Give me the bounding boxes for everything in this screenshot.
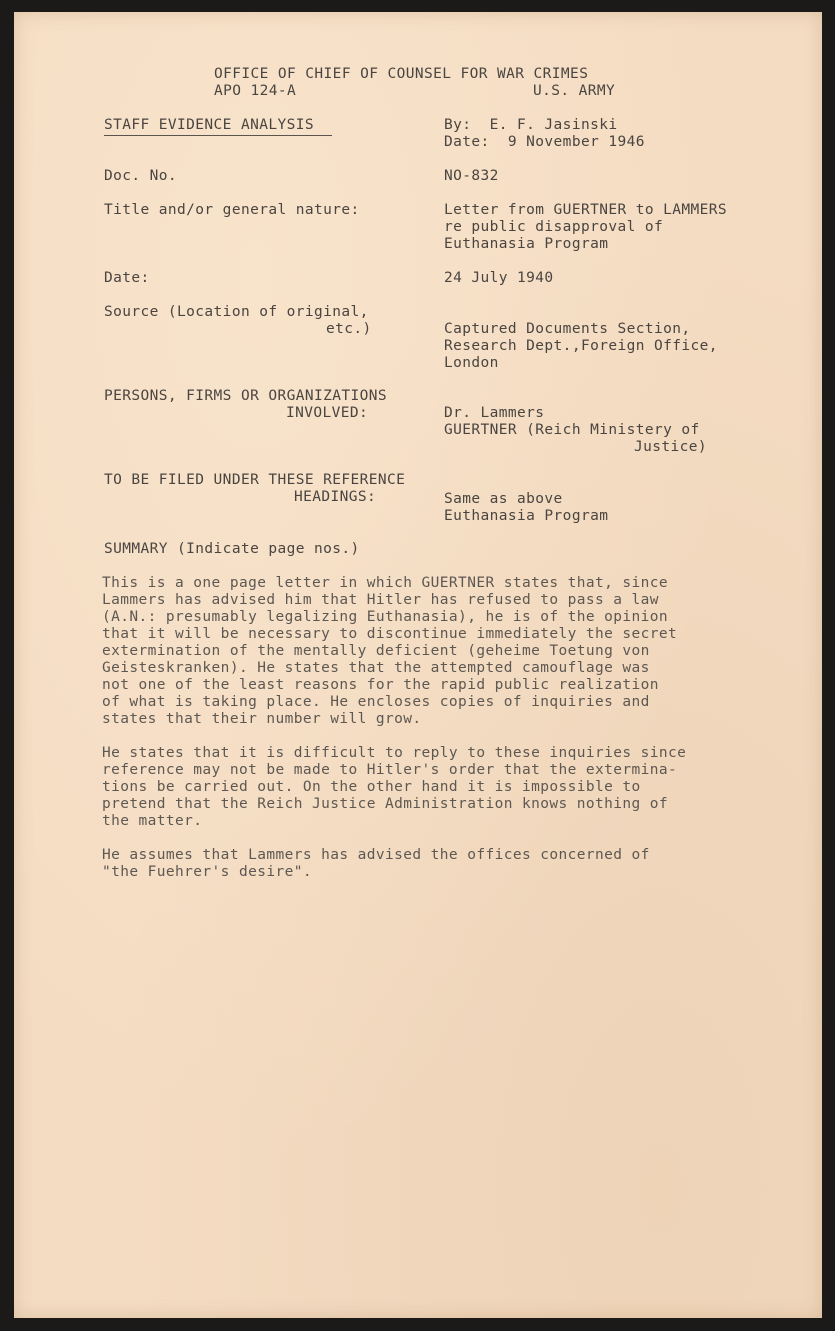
source-value-line: London (444, 355, 499, 371)
source-label-line: etc.) (326, 321, 372, 337)
summary-line: He assumes that Lammers has advised the offices concerned of (102, 847, 650, 863)
summary-line: states that their number will grow. (102, 711, 422, 727)
filed-value-line: Euthanasia Program (444, 508, 609, 524)
source-value-line: Captured Documents Section, (444, 321, 691, 337)
analyst-name: By: E. F. Jasinski (444, 117, 618, 133)
persons-value-line: Dr. Lammers (444, 405, 545, 421)
summary-line: reference may not be made to Hitler's order that the extermina- (102, 762, 678, 778)
filed-value-line: Same as above (444, 491, 563, 507)
summary-line: Geisteskranken). He states that the attempted camouflage was (102, 660, 650, 676)
apo-number: APO 124-A (214, 83, 297, 99)
doc-no-value: NO-832 (444, 168, 499, 184)
title-underline (104, 135, 332, 136)
title-value-line: Letter from GUERTNER to LAMMERS (444, 202, 728, 218)
summary-line: that it will be necessary to discontinue immediately the secret (102, 626, 678, 642)
army-label: U.S. ARMY (533, 83, 616, 99)
summary-line: extermination of the mentally deficient (geheime Toetung von (102, 643, 650, 659)
summary-line: Lammers has advised him that Hitler has refused to pass a law (102, 592, 659, 608)
filed-label-line: HEADINGS: (294, 489, 377, 505)
date-value: 24 July 1940 (444, 270, 554, 286)
persons-value-line: GUERTNER (Reich Ministery of (444, 422, 700, 438)
summary-line: This is a one page letter in which GUERTNER states that, since (102, 575, 669, 591)
persons-label-line: INVOLVED: (286, 405, 369, 421)
summary-line: tions be carried out. On the other hand it is impossible to (102, 779, 641, 795)
summary-line: He states that it is difficult to reply to these inquiries since (102, 745, 687, 761)
date-label: Date: (104, 270, 150, 286)
summary-heading: SUMMARY (Indicate page nos.) (104, 541, 360, 557)
source-value-line: Research Dept.,Foreign Office, (444, 338, 718, 354)
summary-line: the matter. (102, 813, 203, 829)
analysis-date: Date: 9 November 1946 (444, 134, 645, 150)
filed-label-line: TO BE FILED UNDER THESE REFERENCE (104, 472, 406, 488)
office-heading: OFFICE OF CHIEF OF COUNSEL FOR WAR CRIMES (214, 66, 589, 82)
source-label-line: Source (Location of original, (104, 304, 369, 320)
title-value-line: Euthanasia Program (444, 236, 609, 252)
summary-line: of what is taking place. He encloses copies of inquiries and (102, 694, 650, 710)
summary-line: "the Fuehrer's desire". (102, 864, 312, 880)
title-label: Title and/or general nature: (104, 202, 360, 218)
title-value-line: re public disapproval of (444, 219, 664, 235)
persons-value-line: Justice) (634, 439, 708, 455)
persons-label-line: PERSONS, FIRMS OR ORGANIZATIONS (104, 388, 388, 404)
summary-line: not one of the least reasons for the rapid public realization (102, 677, 659, 693)
doc-no-label: Doc. No. (104, 168, 178, 184)
summary-line: (A.N.: presumably legalizing Euthanasia), he is of the opinion (102, 609, 669, 625)
document-page (14, 12, 822, 1318)
summary-line: pretend that the Reich Justice Administration knows nothing of (102, 796, 669, 812)
analysis-title: STAFF EVIDENCE ANALYSIS (104, 117, 314, 133)
